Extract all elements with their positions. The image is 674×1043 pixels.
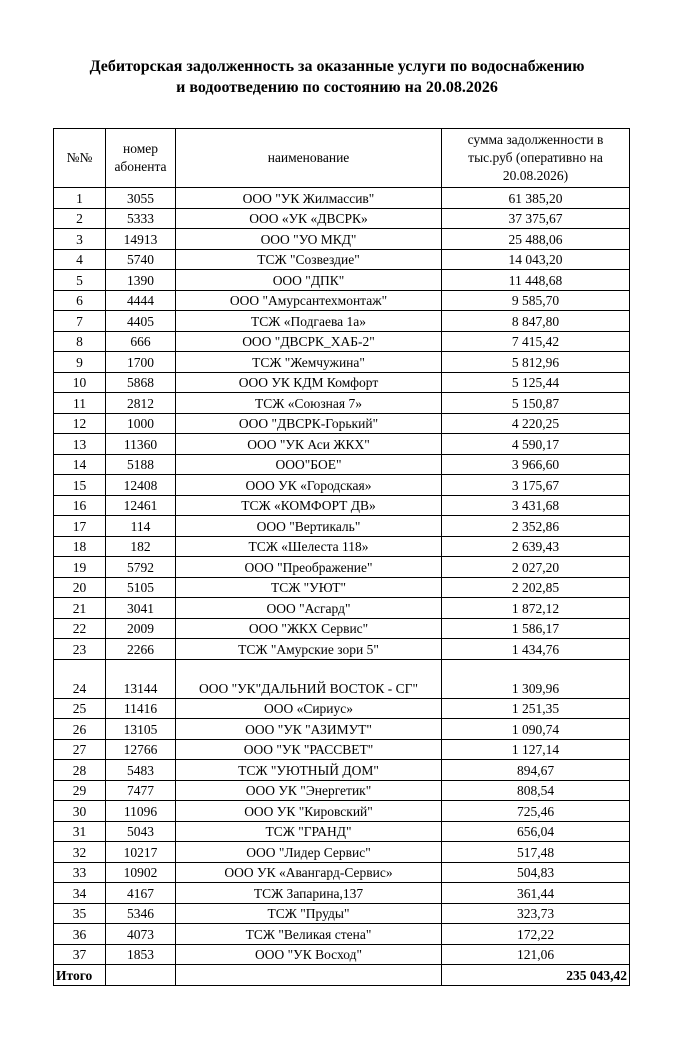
debt-sum-cell: 323,73 xyxy=(442,903,630,924)
row-number-cell: 37 xyxy=(54,944,106,965)
account-number-cell: 5483 xyxy=(106,760,176,781)
debt-sum-cell: 2 639,43 xyxy=(442,536,630,557)
table-row xyxy=(54,780,630,801)
row-number-cell: 12 xyxy=(54,413,106,434)
table-row xyxy=(54,516,630,537)
row-number-cell: 23 xyxy=(54,639,106,660)
account-number-cell: 2266 xyxy=(106,639,176,660)
row-number-cell: 3 xyxy=(54,229,106,250)
table-row xyxy=(54,290,630,311)
organization-name-cell: ООО УК «Городская» xyxy=(176,475,442,496)
account-number-cell: 2009 xyxy=(106,618,176,639)
account-number-cell: 5740 xyxy=(106,249,176,270)
row-number-cell: 27 xyxy=(54,739,106,760)
account-number-cell: 3055 xyxy=(106,188,176,209)
row-number-cell: 36 xyxy=(54,924,106,945)
organization-name-cell: ТСЖ «Подгаева 1а» xyxy=(176,311,442,332)
debt-sum-cell: 1 434,76 xyxy=(442,639,630,660)
organization-name-cell: ТСЖ «Шелеста 118» xyxy=(176,536,442,557)
account-number-cell: 3041 xyxy=(106,598,176,619)
account-number-cell: 114 xyxy=(106,516,176,537)
organization-name-cell: ООО «УК «ДВСРК» xyxy=(176,208,442,229)
table-row xyxy=(54,739,630,760)
debt-sum-cell: 361,44 xyxy=(442,883,630,904)
debt-sum-cell: 894,67 xyxy=(442,760,630,781)
table-row xyxy=(54,557,630,578)
table-row xyxy=(54,536,630,557)
table-row xyxy=(54,883,630,904)
account-number-cell: 4405 xyxy=(106,311,176,332)
debt-sum-cell: 1 872,12 xyxy=(442,598,630,619)
table-row xyxy=(54,331,630,352)
row-number-cell: 20 xyxy=(54,577,106,598)
total-row xyxy=(54,965,630,986)
table-row xyxy=(54,352,630,373)
title-line-2: и водоотведению по состоянию на 20.08.2026 xyxy=(176,79,498,96)
row-number-cell: 2 xyxy=(54,208,106,229)
account-number-cell: 5346 xyxy=(106,903,176,924)
debt-sum-cell: 37 375,67 xyxy=(442,208,630,229)
debt-sum-cell: 14 043,20 xyxy=(442,249,630,270)
organization-name-cell: ТСЖ "УЮТНЫЙ ДОМ" xyxy=(176,760,442,781)
table-row xyxy=(54,311,630,332)
table-row xyxy=(54,270,630,291)
account-number-cell: 666 xyxy=(106,331,176,352)
table-row xyxy=(54,598,630,619)
table-row xyxy=(54,495,630,516)
organization-name-cell: ООО "ДВСРК-Горький" xyxy=(176,413,442,434)
organization-name-cell: ООО УК "Энергетик" xyxy=(176,780,442,801)
table-row xyxy=(54,372,630,393)
account-number-cell: 1700 xyxy=(106,352,176,373)
row-number-cell: 31 xyxy=(54,821,106,842)
debt-sum-cell: 8 847,80 xyxy=(442,311,630,332)
table-row xyxy=(54,188,630,209)
organization-name-cell: ТСЖ "УЮТ" xyxy=(176,577,442,598)
row-number-cell: 18 xyxy=(54,536,106,557)
row-number-cell: 4 xyxy=(54,249,106,270)
debt-sum-cell: 61 385,20 xyxy=(442,188,630,209)
account-number-cell: 4444 xyxy=(106,290,176,311)
row-number-cell: 22 xyxy=(54,618,106,639)
organization-name-cell: ООО "ДПК" xyxy=(176,270,442,291)
table-row xyxy=(54,801,630,822)
organization-name-cell: ТСЖ "Амурские зори 5" xyxy=(176,639,442,660)
debt-sum-cell: 808,54 xyxy=(442,780,630,801)
table-row xyxy=(54,208,630,229)
total-empty-cell xyxy=(106,965,176,986)
row-number-cell: 5 xyxy=(54,270,106,291)
debt-sum-cell: 504,83 xyxy=(442,862,630,883)
debt-sum-cell: 25 488,06 xyxy=(442,229,630,250)
account-number-cell: 4167 xyxy=(106,883,176,904)
table-row xyxy=(54,618,630,639)
organization-name-cell: ТСЖ "Жемчужина" xyxy=(176,352,442,373)
table-row xyxy=(54,903,630,924)
organization-name-cell: ООО "Амурсантехмонтаж" xyxy=(176,290,442,311)
row-number-cell: 34 xyxy=(54,883,106,904)
table-row xyxy=(54,760,630,781)
organization-name-cell: ООО "ДВСРК_ХАБ-2" xyxy=(176,331,442,352)
organization-name-cell: ООО "УК"ДАЛЬНИЙ ВОСТОК - СГ" xyxy=(176,659,442,698)
header-account: номер абонента xyxy=(106,129,176,188)
document-title xyxy=(0,56,674,98)
debt-table xyxy=(53,128,630,986)
row-number-cell: 6 xyxy=(54,290,106,311)
debt-sum-cell: 2 352,86 xyxy=(442,516,630,537)
total-empty-cell xyxy=(176,965,442,986)
organization-name-cell: ООО УК «Авангард-Сервис» xyxy=(176,862,442,883)
header-sum: сумма задолженности в тыс.руб (оперативно на 20.08.2026) xyxy=(442,129,630,188)
table-row xyxy=(54,249,630,270)
row-number-cell: 10 xyxy=(54,372,106,393)
table-row xyxy=(54,229,630,250)
table-row xyxy=(54,944,630,965)
debt-sum-cell: 4 590,17 xyxy=(442,434,630,455)
account-number-cell: 11096 xyxy=(106,801,176,822)
row-number-cell: 24 xyxy=(54,659,106,698)
table-row xyxy=(54,659,630,698)
table-row xyxy=(54,577,630,598)
table-row xyxy=(54,393,630,414)
table-row xyxy=(54,698,630,719)
account-number-cell: 5105 xyxy=(106,577,176,598)
table-row xyxy=(54,719,630,740)
organization-name-cell: ООО "Лидер Сервис" xyxy=(176,842,442,863)
account-number-cell: 7477 xyxy=(106,780,176,801)
account-number-cell: 12766 xyxy=(106,739,176,760)
account-number-cell: 12408 xyxy=(106,475,176,496)
account-number-cell: 12461 xyxy=(106,495,176,516)
debt-sum-cell: 2 027,20 xyxy=(442,557,630,578)
row-number-cell: 13 xyxy=(54,434,106,455)
row-number-cell: 28 xyxy=(54,760,106,781)
organization-name-cell: ООО "Преображение" xyxy=(176,557,442,578)
header-num: №№ xyxy=(54,129,106,188)
row-number-cell: 21 xyxy=(54,598,106,619)
organization-name-cell: ООО"БОЕ" xyxy=(176,454,442,475)
row-number-cell: 33 xyxy=(54,862,106,883)
organization-name-cell: ООО "УК Восход" xyxy=(176,944,442,965)
account-number-cell: 5792 xyxy=(106,557,176,578)
organization-name-cell: ООО УК "Кировский" xyxy=(176,801,442,822)
account-number-cell: 5043 xyxy=(106,821,176,842)
debt-sum-cell: 5 150,87 xyxy=(442,393,630,414)
table-row xyxy=(54,454,630,475)
row-number-cell: 7 xyxy=(54,311,106,332)
account-number-cell: 13105 xyxy=(106,719,176,740)
organization-name-cell: ТСЖ "Созвездие" xyxy=(176,249,442,270)
account-number-cell: 1853 xyxy=(106,944,176,965)
account-number-cell: 1390 xyxy=(106,270,176,291)
debt-sum-cell: 1 586,17 xyxy=(442,618,630,639)
account-number-cell: 10902 xyxy=(106,862,176,883)
row-number-cell: 30 xyxy=(54,801,106,822)
organization-name-cell: ООО УК КДМ Комфорт xyxy=(176,372,442,393)
row-number-cell: 35 xyxy=(54,903,106,924)
organization-name-cell: ООО "Асгард" xyxy=(176,598,442,619)
row-number-cell: 32 xyxy=(54,842,106,863)
row-number-cell: 29 xyxy=(54,780,106,801)
organization-name-cell: ТСЖ "Пруды" xyxy=(176,903,442,924)
row-number-cell: 16 xyxy=(54,495,106,516)
debt-sum-cell: 725,46 xyxy=(442,801,630,822)
table-row xyxy=(54,434,630,455)
table-header-row xyxy=(54,129,630,188)
debt-sum-cell: 4 220,25 xyxy=(442,413,630,434)
account-number-cell: 10217 xyxy=(106,842,176,863)
debt-sum-cell: 9 585,70 xyxy=(442,290,630,311)
account-number-cell: 5188 xyxy=(106,454,176,475)
organization-name-cell: ООО "УК "АЗИМУТ" xyxy=(176,719,442,740)
debt-sum-cell: 2 202,85 xyxy=(442,577,630,598)
row-number-cell: 1 xyxy=(54,188,106,209)
organization-name-cell: ТСЖ "Великая стена" xyxy=(176,924,442,945)
row-number-cell: 17 xyxy=(54,516,106,537)
account-number-cell: 4073 xyxy=(106,924,176,945)
account-number-cell: 5868 xyxy=(106,372,176,393)
row-number-cell: 25 xyxy=(54,698,106,719)
organization-name-cell: ООО "УК Аси ЖКХ" xyxy=(176,434,442,455)
organization-name-cell: ООО "УК Жилмассив" xyxy=(176,188,442,209)
debt-sum-cell: 1 251,35 xyxy=(442,698,630,719)
organization-name-cell: ООО "УО МКД" xyxy=(176,229,442,250)
row-number-cell: 19 xyxy=(54,557,106,578)
organization-name-cell: ТСЖ Запарина,137 xyxy=(176,883,442,904)
total-label: Итого xyxy=(54,965,106,986)
account-number-cell: 182 xyxy=(106,536,176,557)
organization-name-cell: ТСЖ «Союзная 7» xyxy=(176,393,442,414)
table-row xyxy=(54,821,630,842)
table-row xyxy=(54,924,630,945)
organization-name-cell: ТСЖ "ГРАНД" xyxy=(176,821,442,842)
organization-name-cell: ООО "ЖКХ Сервис" xyxy=(176,618,442,639)
debt-sum-cell: 3 431,68 xyxy=(442,495,630,516)
row-number-cell: 11 xyxy=(54,393,106,414)
account-number-cell: 11416 xyxy=(106,698,176,719)
debt-sum-cell: 121,06 xyxy=(442,944,630,965)
organization-name-cell: ООО "УК "РАССВЕТ" xyxy=(176,739,442,760)
debt-sum-cell: 3 175,67 xyxy=(442,475,630,496)
account-number-cell: 2812 xyxy=(106,393,176,414)
debt-sum-cell: 1 090,74 xyxy=(442,719,630,740)
debt-sum-cell: 656,04 xyxy=(442,821,630,842)
debt-sum-cell: 517,48 xyxy=(442,842,630,863)
table-row xyxy=(54,639,630,660)
account-number-cell: 1000 xyxy=(106,413,176,434)
debt-sum-cell: 11 448,68 xyxy=(442,270,630,291)
table-row xyxy=(54,475,630,496)
row-number-cell: 9 xyxy=(54,352,106,373)
organization-name-cell: ООО "Вертикаль" xyxy=(176,516,442,537)
table-row xyxy=(54,842,630,863)
organization-name-cell: ТСЖ «КОМФОРТ ДВ» xyxy=(176,495,442,516)
account-number-cell: 13144 xyxy=(106,659,176,698)
row-number-cell: 15 xyxy=(54,475,106,496)
debt-sum-cell: 1 127,14 xyxy=(442,739,630,760)
row-number-cell: 14 xyxy=(54,454,106,475)
row-number-cell: 8 xyxy=(54,331,106,352)
debt-sum-cell: 5 125,44 xyxy=(442,372,630,393)
table-row xyxy=(54,413,630,434)
row-number-cell: 26 xyxy=(54,719,106,740)
title-line-1: Дебиторская задолженность за оказанные услуги по водоснабжению xyxy=(89,58,585,75)
account-number-cell: 5333 xyxy=(106,208,176,229)
debt-sum-cell: 7 415,42 xyxy=(442,331,630,352)
debt-sum-cell: 172,22 xyxy=(442,924,630,945)
account-number-cell: 14913 xyxy=(106,229,176,250)
table-row xyxy=(54,862,630,883)
header-name: наименование xyxy=(176,129,442,188)
debt-sum-cell: 1 309,96 xyxy=(442,659,630,698)
debt-sum-cell: 5 812,96 xyxy=(442,352,630,373)
account-number-cell: 11360 xyxy=(106,434,176,455)
total-sum: 235 043,42 xyxy=(442,965,630,986)
organization-name-cell: ООО «Сириус» xyxy=(176,698,442,719)
debt-sum-cell: 3 966,60 xyxy=(442,454,630,475)
